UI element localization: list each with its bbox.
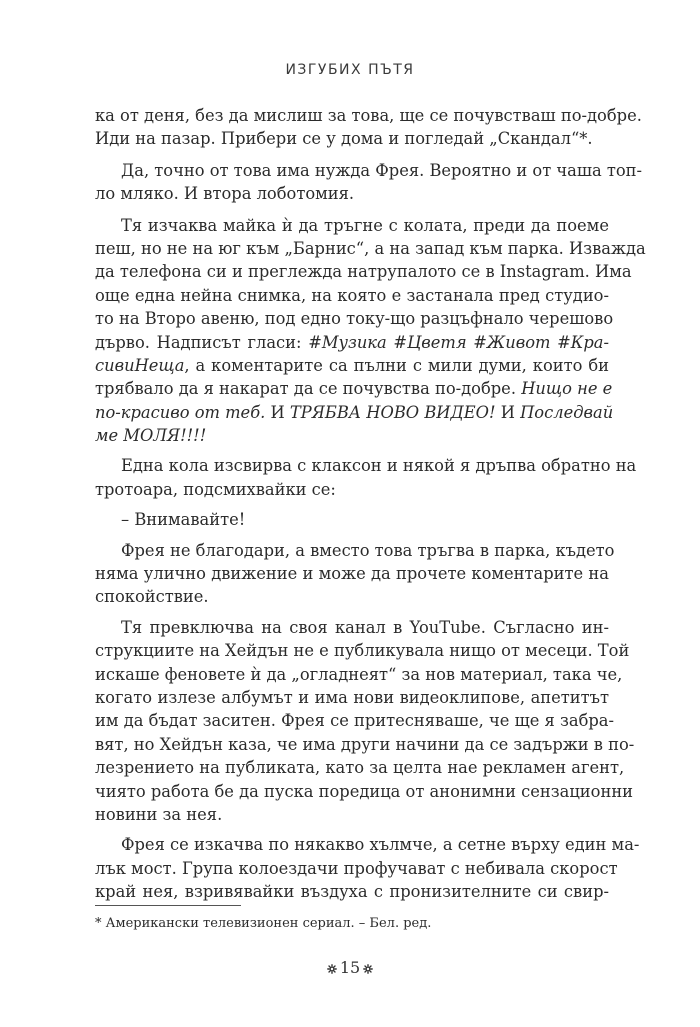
text-line: когато излезе албумът и има нови видеоклипове, апетитът bbox=[95, 687, 609, 707]
page-number-value: 15 bbox=[339, 958, 361, 977]
text-line: Една кола изсвирва с клаксон и някой я дръпва обратно на bbox=[121, 456, 637, 476]
text-line: новини за нея. bbox=[95, 804, 223, 824]
text-line: Фрея се изкачва по някакво хълмче, а сетне върху един ма- bbox=[121, 835, 640, 855]
text-line: то на Второ авеню, под едно току-що разцъфнало черешово bbox=[95, 309, 614, 329]
text-line: струкциите на Хейдън не е публикувала нищо от месеци. Той bbox=[95, 641, 630, 661]
text-line bbox=[95, 424, 609, 447]
text-line: край нея, взривявайки въздуха с пронизителните си свир- bbox=[95, 882, 609, 902]
asterisk-flower-icon bbox=[327, 964, 337, 974]
text-line: няма улично движение и може да прочете коментарите на bbox=[95, 564, 609, 584]
text-line: Иди на пазар. Прибери се у дома и погледай „Скандал“*. bbox=[95, 129, 593, 149]
text-line: Тя изчаква майка ѝ да тръгне с колата, преди да поеме bbox=[121, 215, 609, 235]
running-head-title: ИЗГУБИХ ПЪТЯ bbox=[285, 62, 415, 78]
text-line: Тя превключва на своя канал в YouTube. Съгласно ин- bbox=[121, 617, 609, 637]
text-run: , а коментарите са пълни с мили думи, които би bbox=[184, 355, 609, 375]
hashtags-text: #Музика #Цветя #Живот #Кра- bbox=[308, 332, 609, 352]
page-number bbox=[0, 958, 700, 977]
text-line: спокойствие. bbox=[95, 587, 209, 607]
text-line bbox=[95, 354, 609, 377]
text-line bbox=[95, 331, 609, 354]
text-run: дърво. Надписът гласи: bbox=[95, 332, 302, 352]
text-line: чиято работа бе да пуска поредица от анонимни сензационни bbox=[95, 781, 634, 801]
hashtags-text: сивиНеща bbox=[95, 355, 185, 375]
text-line: Фрея не благодари, а вместо това тръгва в парка, където bbox=[121, 540, 615, 560]
text-line bbox=[95, 401, 614, 424]
comment-text: по-красиво от теб. bbox=[95, 402, 266, 422]
text-line: лезрението на публиката, като за целта нае рекламен агент, bbox=[95, 758, 625, 778]
text-line: Да, точно от това има нужда Фрея. Вероятно и от чаша топ- bbox=[121, 160, 643, 180]
text-run: И bbox=[500, 402, 515, 422]
text-line bbox=[95, 377, 613, 400]
asterisk-flower-icon bbox=[363, 964, 373, 974]
text-line: да телефона си и преглежда натрупалото се в Instagram. Има bbox=[95, 262, 632, 282]
text-line: ка от деня, без да мислиш за това, ще се почувстваш по-добре. bbox=[95, 106, 642, 125]
text-line: тротоара, подсмихвайки се: bbox=[95, 479, 336, 499]
text-line: искаше феновете ѝ да „огладнеят“ за нов материал, така че, bbox=[95, 664, 623, 684]
text-line: ло мляко. И втора лоботомия. bbox=[95, 184, 355, 204]
text-line: вят, но Хейдън каза, че има други начини да се задържи в по- bbox=[95, 734, 635, 754]
comment-text: ме МОЛЯ!!!! bbox=[95, 426, 207, 446]
comment-text: Последвай bbox=[520, 402, 614, 422]
text-line: лък мост. Група колоездачи профучават с небивала скорост bbox=[95, 858, 618, 878]
comment-text: Нищо не е bbox=[521, 379, 613, 399]
footnote-divider bbox=[95, 905, 241, 906]
text-line: пеш, но не на юг към „Барнис“, а на запад към парка. Изважда bbox=[95, 238, 646, 258]
text-line: още една нейна снимка, на която е застанала пред студио- bbox=[95, 285, 609, 305]
footnote: * Американски телевизионен сериал. – Бел. ред. bbox=[95, 916, 432, 931]
text-run: трябвало да я накарат да се почувства по-добре. bbox=[95, 379, 516, 399]
text-line: – Внимавайте! bbox=[121, 510, 246, 530]
text-line: им да бъдат заситен. Фрея се притесняваше, че ще я забра- bbox=[95, 711, 615, 731]
body-text bbox=[95, 104, 646, 904]
comment-text: ТРЯБВА НОВО ВИДЕО! bbox=[289, 402, 496, 422]
text-run: И bbox=[270, 402, 285, 422]
